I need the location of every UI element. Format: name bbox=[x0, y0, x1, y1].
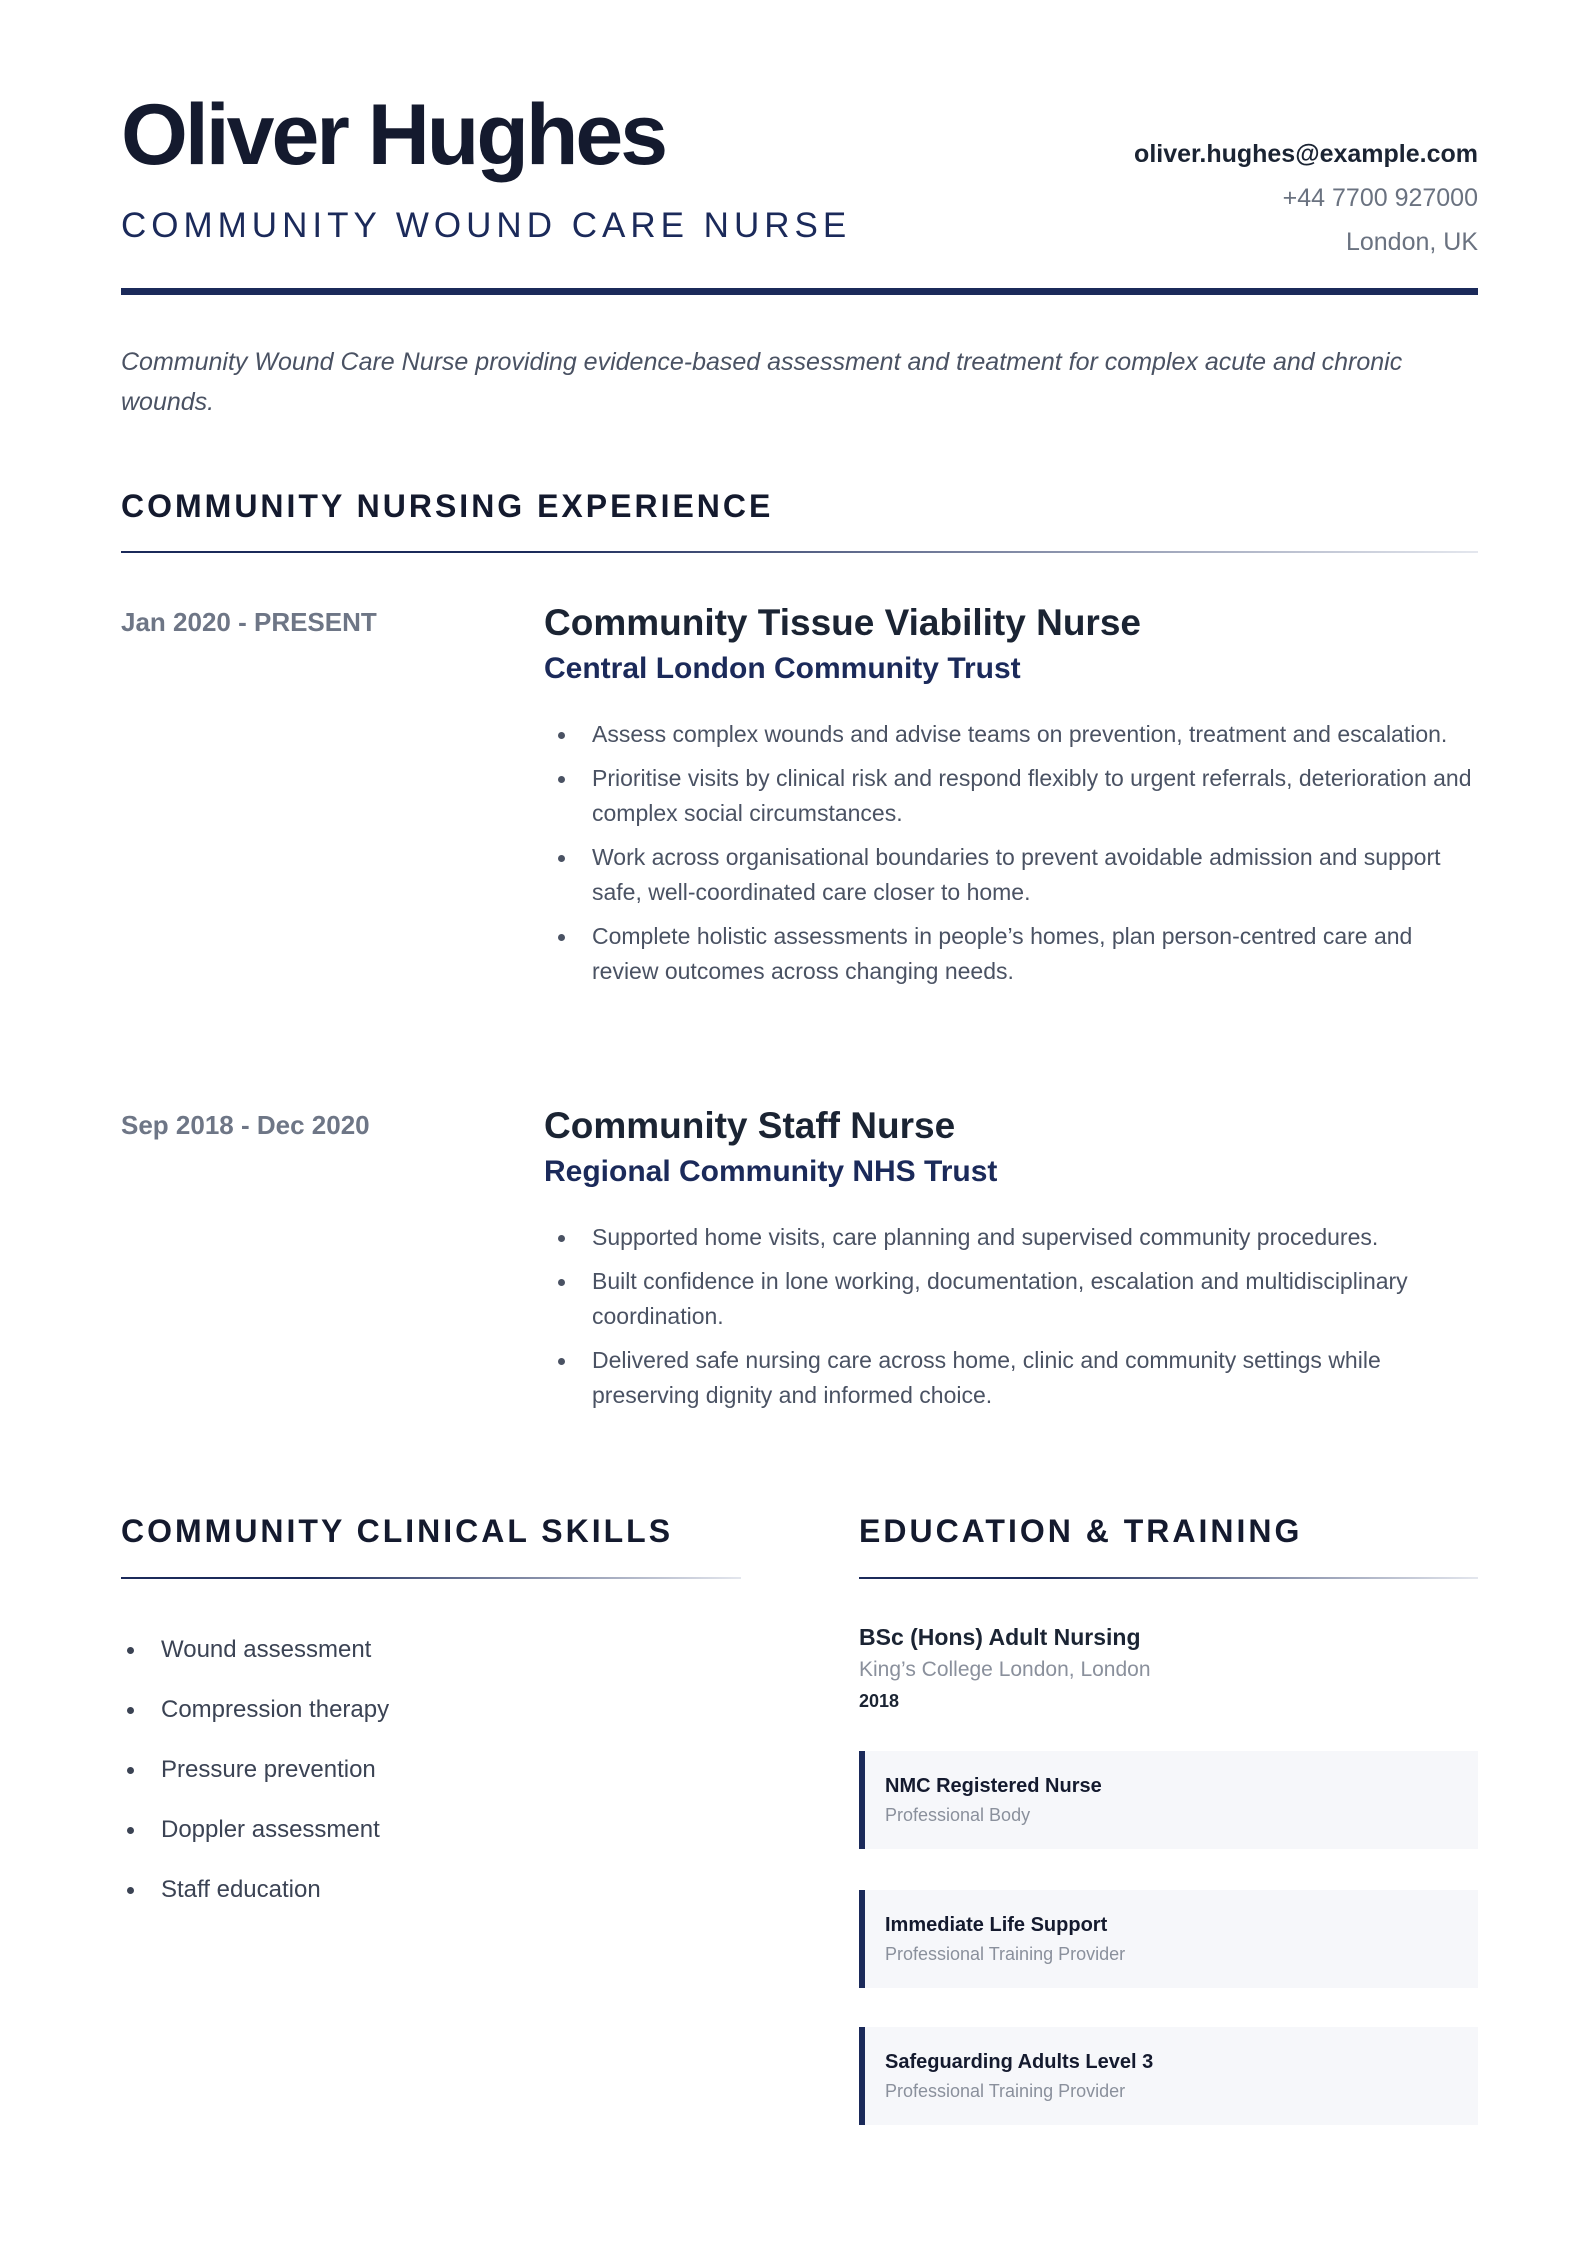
job-details bbox=[544, 599, 1478, 998]
resume-page bbox=[121, 0, 1478, 2246]
contact-location: London, UK bbox=[1345, 228, 1478, 256]
profile-summary: Community Wound Care Nurse providing evidence-based assessment and treatment for complex acute and chronic wounds. bbox=[121, 348, 1403, 416]
list-item: Doppler assessment bbox=[121, 1800, 389, 1860]
degree-entry bbox=[859, 1620, 1478, 1716]
certification-card bbox=[859, 1751, 1478, 1849]
skills-heading: COMMUNITY CLINICAL SKILLS bbox=[121, 1513, 674, 1549]
certification-name: Immediate Life Support bbox=[885, 1914, 1108, 1936]
list-item: Built confidence in lone working, documentation, escalation and multidisciplinary coordination. bbox=[544, 1264, 1478, 1334]
candidate-name: Oliver Hughes bbox=[121, 87, 666, 183]
certification-name: Safeguarding Adults Level 3 bbox=[885, 2051, 1154, 2073]
candidate-role: COMMUNITY WOUND CARE NURSE bbox=[121, 206, 852, 245]
certification-body: Professional Body bbox=[885, 1805, 1031, 1825]
degree-school: King’s College London, London bbox=[859, 1658, 1151, 1681]
certification-card bbox=[859, 2027, 1478, 2125]
education-divider bbox=[859, 1577, 1478, 1579]
list-item: Pressure prevention bbox=[121, 1740, 389, 1800]
list-item: Supported home visits, care planning and supervised community procedures. bbox=[544, 1220, 1478, 1255]
certification-name: NMC Registered Nurse bbox=[885, 1775, 1102, 1797]
contact-phone[interactable]: +44 7700 927000 bbox=[1282, 184, 1478, 212]
job-dates: Sep 2018 - Dec 2020 bbox=[121, 1110, 370, 1140]
list-item: Compression therapy bbox=[121, 1680, 389, 1740]
contact-block bbox=[1134, 132, 1478, 264]
list-item: Staff education bbox=[121, 1860, 389, 1920]
experience-divider bbox=[121, 551, 1478, 553]
skills-divider bbox=[121, 1577, 741, 1579]
list-item: Work across organisational boundaries to prevent avoidable admission and support safe, well-coordinated care closer to home. bbox=[544, 840, 1478, 910]
list-item: Wound assessment bbox=[121, 1620, 389, 1680]
header-divider bbox=[121, 288, 1478, 295]
list-item: Prioritise visits by clinical risk and respond flexibly to urgent referrals, deterioration and complex social circumstances. bbox=[544, 761, 1478, 831]
skills-list bbox=[121, 1620, 389, 1920]
degree-name: BSc (Hons) Adult Nursing bbox=[859, 1624, 1141, 1650]
job-title: Community Tissue Viability Nurse bbox=[544, 602, 1141, 643]
list-item: Delivered safe nursing care across home, clinic and community settings while preserving dignity and informed choice. bbox=[544, 1343, 1478, 1413]
certification-body: Professional Training Provider bbox=[885, 1944, 1126, 1964]
certification-card bbox=[859, 1890, 1478, 1988]
contact-email[interactable]: oliver.hughes@example.com bbox=[1134, 140, 1478, 168]
job-responsibilities bbox=[544, 717, 1478, 989]
education-heading: EDUCATION & TRAINING bbox=[859, 1513, 1303, 1549]
list-item: Complete holistic assessments in people’s homes, plan person-centred care and review outcomes across changing needs. bbox=[544, 919, 1478, 989]
job-organisation: Central London Community Trust bbox=[544, 652, 1021, 685]
job-organisation: Regional Community NHS Trust bbox=[544, 1155, 998, 1188]
job-details bbox=[544, 1102, 1478, 1422]
experience-heading: COMMUNITY NURSING EXPERIENCE bbox=[121, 488, 774, 524]
job-responsibilities bbox=[544, 1220, 1478, 1413]
job-dates: Jan 2020 - PRESENT bbox=[121, 607, 377, 637]
job-title: Community Staff Nurse bbox=[544, 1105, 956, 1146]
certification-body: Professional Training Provider bbox=[885, 2081, 1126, 2101]
degree-year: 2018 bbox=[859, 1691, 900, 1711]
list-item: Assess complex wounds and advise teams on prevention, treatment and escalation. bbox=[544, 717, 1478, 752]
